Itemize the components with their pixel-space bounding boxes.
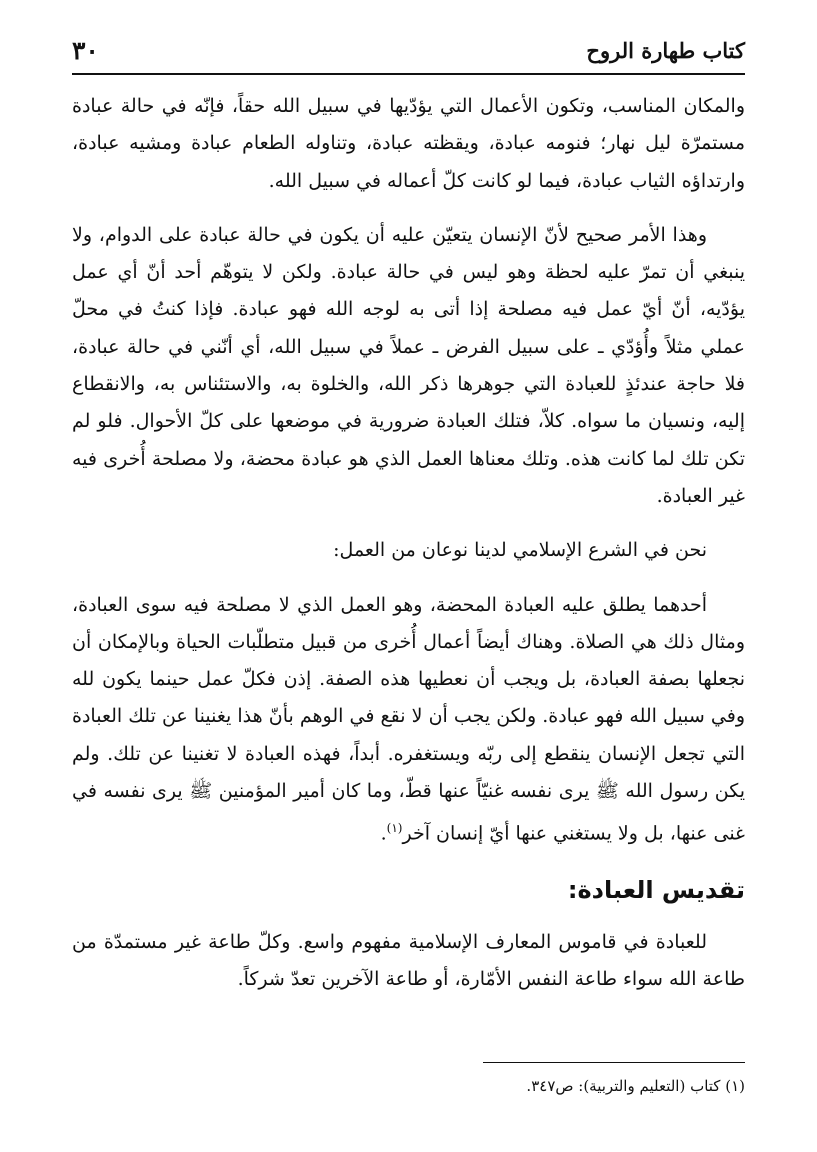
page-header	[72, 30, 745, 70]
paragraph-4: أحدهما يطلق عليه العبادة المحضة، وهو العمل الذي لا مصلحة فيه سوى العبادة، ومثال ذلك هي الصلاة. وهناك أيضاً أعمال أُخرى من قبيل متطلّبات الحياة وبالإمكان أن نجعلها بصفة العبادة، بل ويجب أن نعطيها هذه الصفة. إذن فكلّ عمل حينما يكون لله وفي سبيل الله فهو عبادة. ولكن يجب أن لا نقع في الوهم بأنّ هذا يغنينا عن تلك العبادة التي تجعل الإنسان ينقطع إلى ربّه ويستغفره. أبداً، فهذه العبادة لا تغنينا عن تلك. ولم يكن رسول الله ﷺ يرى نفسه غنيّاً عنها قطّ، وما كان أمير المؤمنين ﷺ يرى نفسه في غنى عنها، بل ولا يستغني عنها أيّ إنسان آخر$^{(١)}$.	[72, 593, 745, 845]
paragraph-4-text: أحدهما يطلق عليه العبادة المحضة، وهو العمل الذي لا مصلحة فيه سوى العبادة، ومثال ذلك هي الصلاة. وهناك أيضاً أعمال أُخرى من قبيل متطلّبات الحياة وبالإمكان أن نجعلها بصفة العبادة، بل ويجب أن نعطيها هذه الصفة. إذن فكلّ عمل حينما يكون لله وفي سبيل الله فهو عبادة. ولكن يجب أن لا نقع في الوهم بأنّ هذا يغنينا عن تلك العبادة التي تجعل الإنسان ينقطع إلى ربّه ويستغفره. أبداً، فهذه العبادة لا تغنينا عن تلك. ولم يكن رسول الله ﷺ يرى نفسه غنيّاً عنها قطّ، وما كان أمير المؤمنين ﷺ يرى نفسه في غنى عنها، بل ولا يستغني عنها أيّ إنسان آخر	[72, 593, 745, 845]
paragraph-3: نحن في الشرع الإسلامي لدينا نوعان من العمل:	[333, 539, 707, 562]
page-number: ٣٠	[72, 35, 99, 65]
section-paragraph: للعبادة في قاموس المعارف الإسلامية مفهوم واسع. وكلّ طاعة غير مستمدّة من طاعة الله سواء طاعة النفس الأمّارة، أو طاعة الآخرين تعدّ شركاً.	[72, 930, 745, 991]
paragraph-2: وهذا الأمر صحيح لأنّ الإنسان يتعيّن عليه أن يكون في حالة عبادة على الدوام، ولا ينبغي أن تمرّ عليه لحظة وهو ليس في حالة عبادة. ولكن لا يتوهّم أحد أنّ أي عمل يؤدّيه، أنّ أيّ عمل فيه مصلحة إذا أتى به لوجه الله فهو عبادة. فإذا كنتُ في محلّ عملي مثلاً وأُؤدّي ـ على سبيل الفرض ـ عملاً في سبيل الله، أي أنّني في حالة عبادة، فلا حاجة عندئذٍ للعبادة التي جوهرها ذكر الله، والخلوة به، والاستئناس به، والانقطاع إليه، ونسيان ما سواه. كلاّ، فتلك العبادة ضرورية في موضعها على كلّ الأحوال. فلو لم تكن تلك لما كانت هذه. وتلك معناها العمل الذي هو عبادة محضة، ولا مصلحة أُخرى فيه غير العبادة.	[72, 223, 745, 507]
footnote	[72, 1074, 745, 1098]
footnote-divider	[483, 1062, 745, 1063]
footnote-number: (١)	[725, 1077, 745, 1095]
page-body	[72, 88, 745, 999]
paragraph-1: والمكان المناسب، وتكون الأعمال التي يؤدّيها في سبيل الله حقاً، فإنّه في حالة عبادة مستمرّة لیل نهار؛ فنومه عبادة، ويقظته عبادة، وتناوله الطعام عبادة ومشيه عبادة، وارتداؤه الثياب عبادة، فيما لو كانت كلّ أعماله في سبيل الله.	[72, 95, 745, 192]
footnote-text: كتاب (التعليم والتربية): ص٣٤٧.	[526, 1077, 721, 1095]
book-title: كتاب طهارة الروح	[586, 37, 745, 63]
footnote-reference: (١)	[386, 821, 403, 836]
header-divider	[72, 73, 745, 75]
section-heading: تقديس العبادة:	[567, 875, 745, 904]
